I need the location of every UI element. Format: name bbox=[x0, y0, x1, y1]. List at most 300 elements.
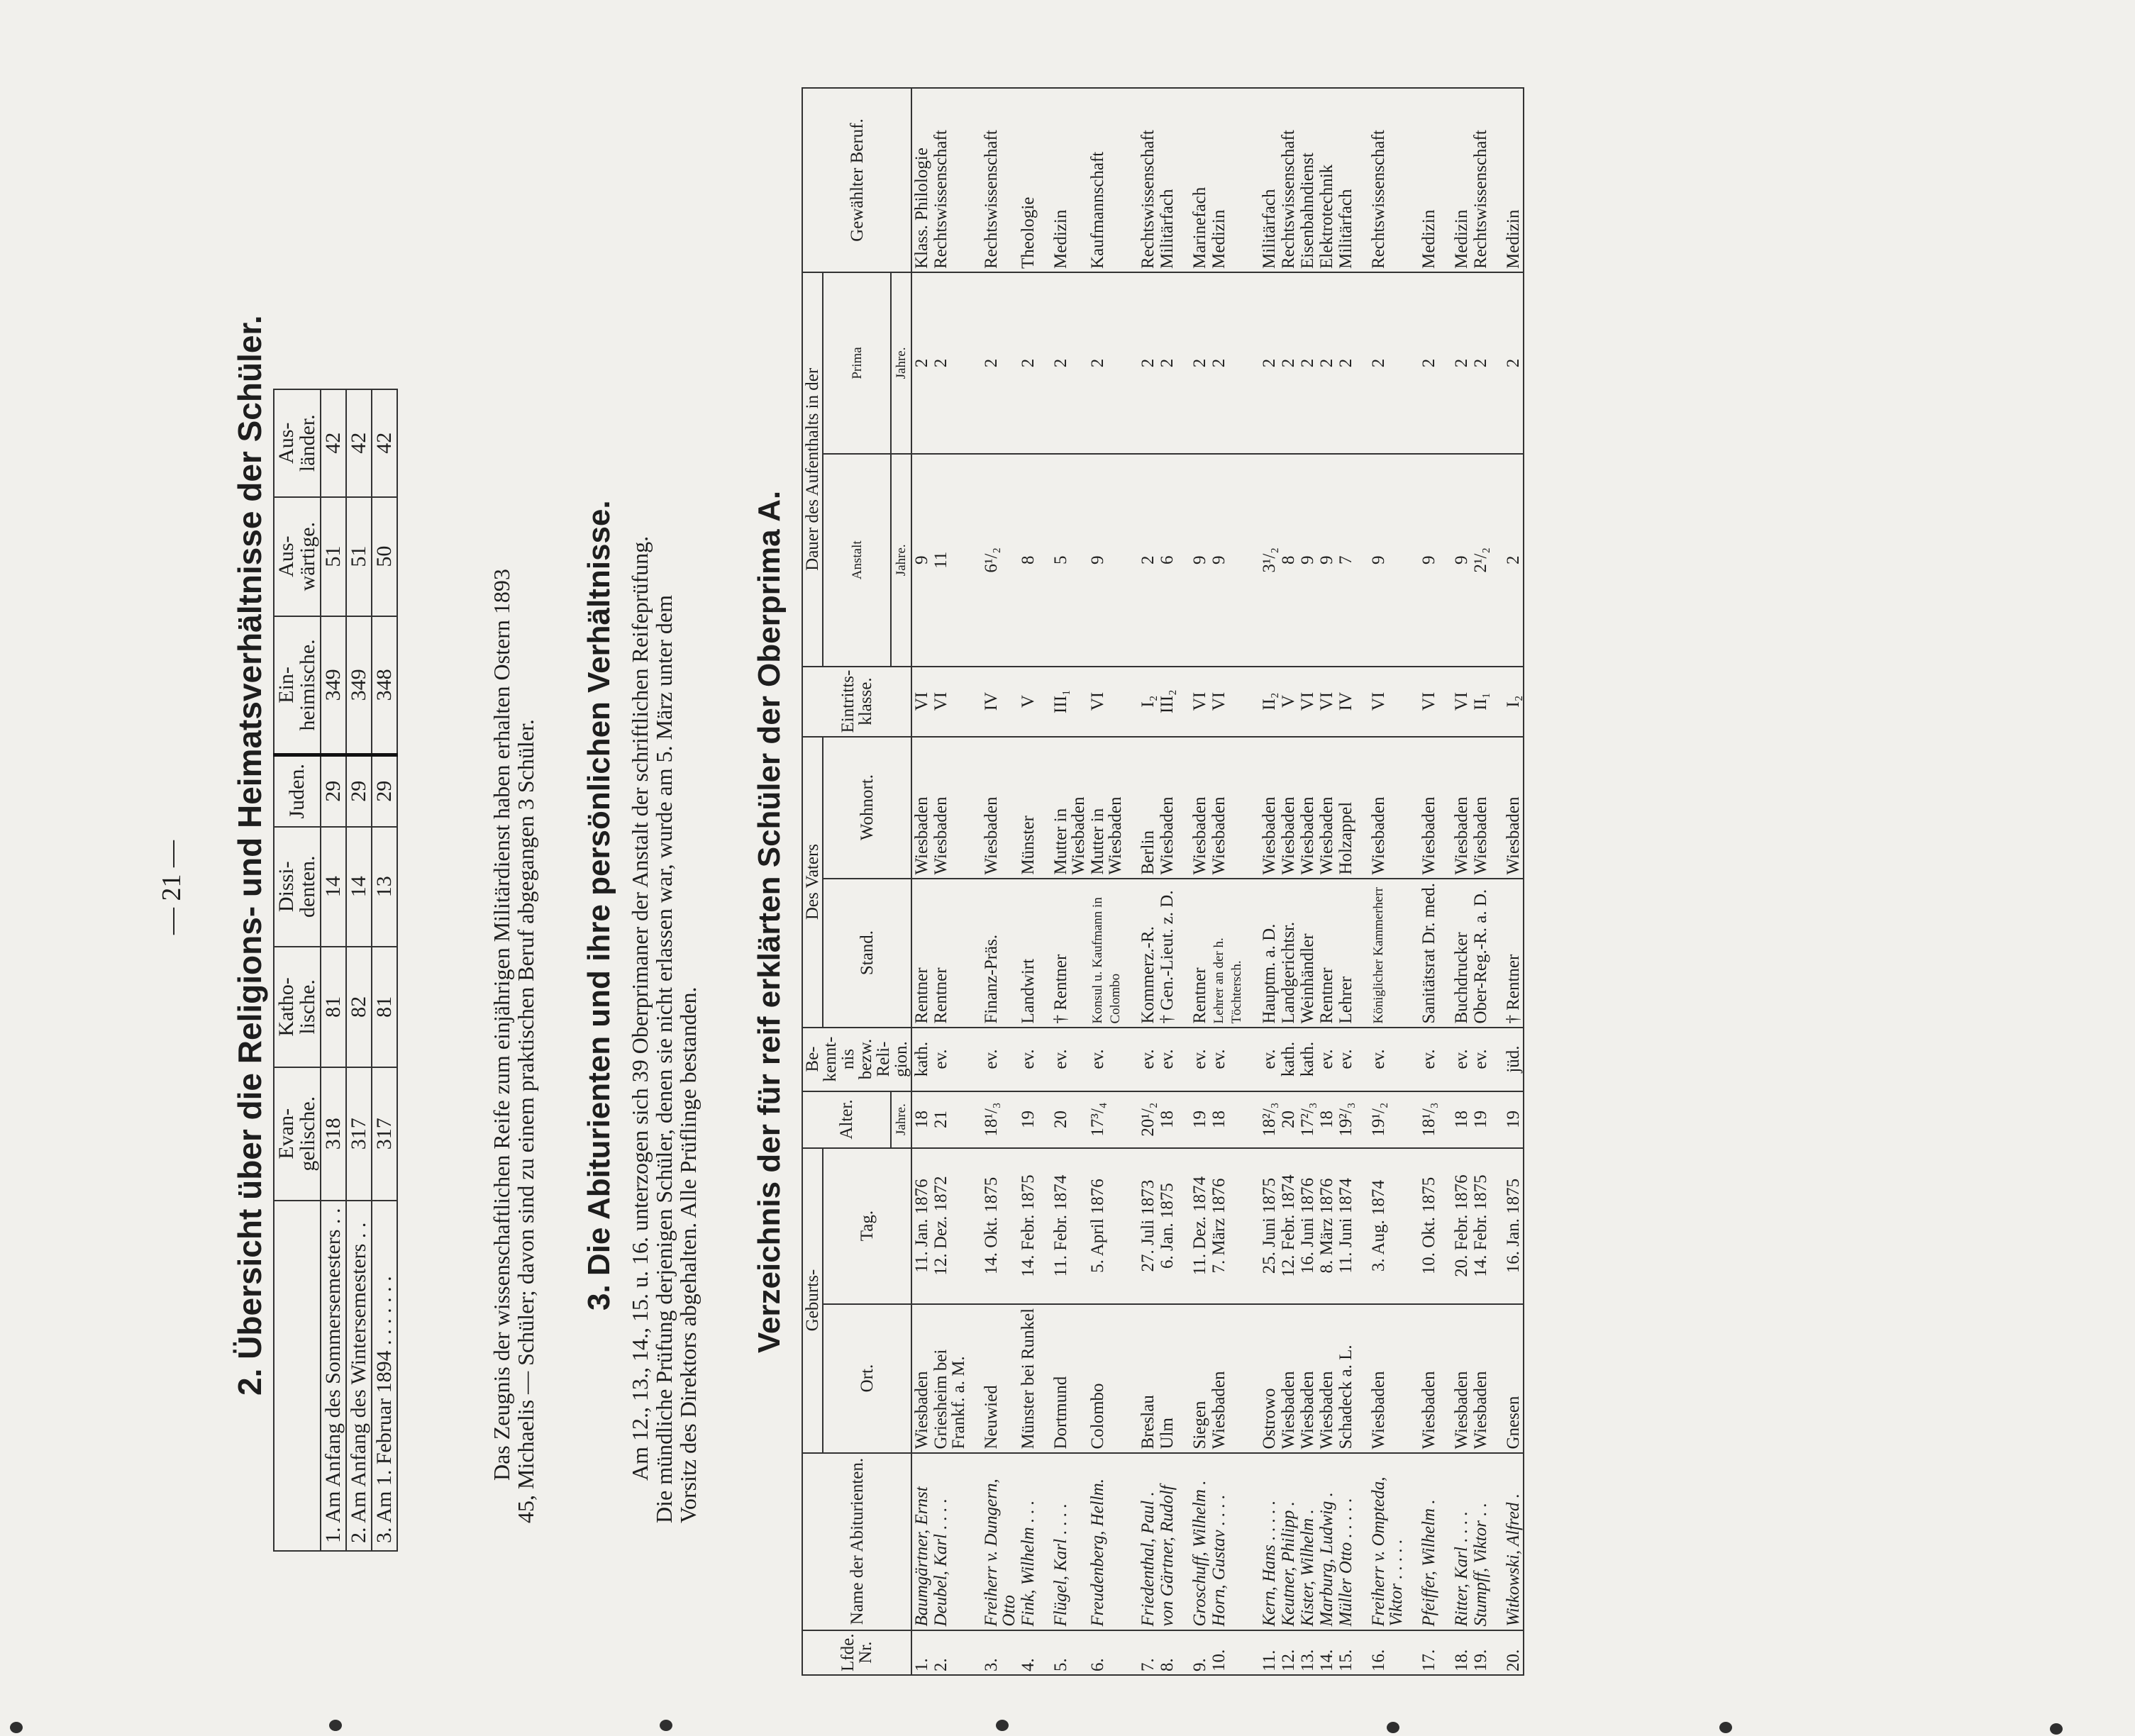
col-auslaender: Aus-länder. bbox=[274, 389, 321, 497]
religion: jüd. bbox=[1490, 1028, 1524, 1091]
student-name: von Gärtner, Rudolf bbox=[1158, 1453, 1177, 1630]
father-residence: Wiesbaden bbox=[1438, 737, 1471, 879]
years-institution: 9 bbox=[1209, 454, 1246, 667]
student-row bbox=[1298, 88, 1317, 1675]
years-prima: 2 bbox=[1298, 272, 1317, 454]
header-alter: Alter. bbox=[802, 1091, 891, 1148]
row-number: 11. bbox=[1246, 1630, 1279, 1675]
religion-cell: 82 bbox=[346, 947, 372, 1067]
chosen-profession: Medizin bbox=[1038, 88, 1088, 272]
birth-date: 11. Jan. 1876 bbox=[911, 1148, 931, 1304]
religion: ev. bbox=[1406, 1028, 1438, 1091]
entry-class: VI bbox=[1317, 667, 1336, 737]
header-alter-jahre: Jahre. bbox=[891, 1091, 911, 1148]
birth-place: Ulm bbox=[1158, 1304, 1177, 1453]
age: 20 bbox=[1038, 1091, 1088, 1148]
years-institution: 6¹/₂ bbox=[968, 454, 1019, 667]
father-residence: Wiesbaden bbox=[1177, 737, 1209, 879]
row-number: 8. bbox=[1158, 1630, 1177, 1675]
religion-table bbox=[273, 389, 398, 1552]
row-number: 4. bbox=[1019, 1630, 1038, 1675]
father-occupation: Kommerz.-R. bbox=[1125, 879, 1158, 1028]
years-institution: 9 bbox=[1355, 454, 1406, 667]
religion-cell: 13 bbox=[372, 827, 397, 947]
header-prima: Prima bbox=[823, 272, 891, 454]
religion-table-corner bbox=[274, 1201, 321, 1551]
father-residence: Wiesbaden bbox=[1490, 737, 1524, 879]
age: 20 bbox=[1279, 1091, 1298, 1148]
chosen-profession: Medizin bbox=[1438, 88, 1471, 272]
religion: ev. bbox=[1246, 1028, 1279, 1091]
entry-class: VI bbox=[1209, 667, 1246, 737]
years-institution: 5 bbox=[1038, 454, 1088, 667]
father-residence: Wiesbaden bbox=[1317, 737, 1336, 879]
years-prima: 2 bbox=[1438, 272, 1471, 454]
entry-class: VI bbox=[931, 667, 968, 737]
chosen-profession: Medizin bbox=[1209, 88, 1246, 272]
chosen-profession: Rechtswissenschaft bbox=[1355, 88, 1406, 272]
religion-cell: 317 bbox=[346, 1067, 372, 1201]
father-occupation: Konsul u. Kaufmann in Colombo bbox=[1088, 879, 1125, 1028]
header-prima-jahre: Jahre. bbox=[891, 272, 911, 454]
years-institution: 9 bbox=[1406, 454, 1438, 667]
years-institution: 6 bbox=[1158, 454, 1177, 667]
years-prima: 2 bbox=[1355, 272, 1406, 454]
abiturienten-table bbox=[802, 87, 1524, 1676]
birth-date: 6. Jan. 1875 bbox=[1158, 1148, 1177, 1304]
header-ort: Ort. bbox=[823, 1304, 911, 1453]
student-row bbox=[1158, 88, 1177, 1675]
binding-hole bbox=[10, 1722, 23, 1733]
age: 19 bbox=[1471, 1091, 1490, 1148]
chosen-profession: Klass. Philologie bbox=[911, 88, 931, 272]
birth-date: 14. Okt. 1875 bbox=[968, 1148, 1019, 1304]
years-institution: 9 bbox=[1317, 454, 1336, 667]
birth-place: Wiesbaden bbox=[1279, 1304, 1298, 1453]
row-number: 3. bbox=[968, 1630, 1019, 1675]
birth-place: Breslau bbox=[1125, 1304, 1158, 1453]
religion: ev. bbox=[1317, 1028, 1336, 1091]
chosen-profession: Eisenbahndienst bbox=[1298, 88, 1317, 272]
student-name: Friedenthal, Paul . bbox=[1125, 1453, 1158, 1630]
years-prima: 2 bbox=[1336, 272, 1355, 454]
entry-class: VI bbox=[1355, 667, 1406, 737]
father-occupation: Rentner bbox=[931, 879, 968, 1028]
birth-date: 25. Juni 1875 bbox=[1246, 1148, 1279, 1304]
father-residence: Wiesbaden bbox=[911, 737, 931, 879]
years-institution: 9 bbox=[911, 454, 931, 667]
row-number: 5. bbox=[1038, 1630, 1088, 1675]
entry-class: IV bbox=[968, 667, 1019, 737]
father-occupation: Landgerichtsr. bbox=[1279, 879, 1298, 1028]
birth-place: Ostrowo bbox=[1246, 1304, 1279, 1453]
entry-class: VI bbox=[1406, 667, 1438, 737]
father-residence: Berlin bbox=[1125, 737, 1158, 879]
entry-class: V bbox=[1019, 667, 1038, 737]
section-2-heading: 2. Übersicht über die Religions- und Heimatsverhältnisse der Schüler. bbox=[231, 315, 268, 1396]
row-number: 1. bbox=[911, 1630, 931, 1675]
age: 18²/₃ bbox=[1246, 1091, 1279, 1148]
col-juden: Juden. bbox=[274, 755, 321, 827]
chosen-profession: Elektrotechnik bbox=[1317, 88, 1336, 272]
religion: ev. bbox=[1158, 1028, 1177, 1091]
religion-row-label: 1. Am Anfang des Sommersemesters . . bbox=[321, 1201, 346, 1551]
religion-cell: 81 bbox=[321, 947, 346, 1067]
entry-class: V bbox=[1279, 667, 1298, 737]
father-occupation: Rentner bbox=[1177, 879, 1209, 1028]
age: 17³/₄ bbox=[1088, 1091, 1125, 1148]
birth-date: 20. Febr. 1876 bbox=[1438, 1148, 1471, 1304]
father-occupation: Hauptm. a. D. bbox=[1246, 879, 1279, 1028]
years-institution: 9 bbox=[1177, 454, 1209, 667]
chosen-profession: Medizin bbox=[1490, 88, 1524, 272]
birth-place: Wiesbaden bbox=[911, 1304, 931, 1453]
entry-class: III₁ bbox=[1038, 667, 1088, 737]
student-row bbox=[1490, 88, 1524, 1675]
row-number: 18. bbox=[1438, 1630, 1471, 1675]
student-name: Baumgärtner, Ernst bbox=[911, 1453, 931, 1630]
father-residence: Wiesbaden bbox=[1209, 737, 1246, 879]
birth-place: Wiesbaden bbox=[1209, 1304, 1246, 1453]
binding-hole bbox=[329, 1720, 342, 1731]
father-occupation: Sanitätsrat Dr. med. bbox=[1406, 879, 1438, 1028]
religion: kath. bbox=[1298, 1028, 1317, 1091]
birth-date: 3. Aug. 1874 bbox=[1355, 1148, 1406, 1304]
student-name: Ritter, Karl . . . . bbox=[1438, 1453, 1471, 1630]
religion-cell: 51 bbox=[346, 497, 372, 616]
years-prima: 2 bbox=[1279, 272, 1298, 454]
student-row bbox=[1209, 88, 1246, 1675]
student-row bbox=[1038, 88, 1088, 1675]
father-occupation: Landwirt bbox=[1019, 879, 1038, 1028]
student-name: Fink, Wilhelm . . . bbox=[1019, 1453, 1038, 1630]
birth-date: 5. April 1876 bbox=[1088, 1148, 1125, 1304]
exam-paragraph bbox=[628, 536, 700, 1523]
father-occupation: Rentner bbox=[1317, 879, 1336, 1028]
years-institution: 8 bbox=[1019, 454, 1038, 667]
religion-row bbox=[346, 389, 372, 1551]
entry-class: VI bbox=[1298, 667, 1317, 737]
father-residence: Wiesbaden bbox=[931, 737, 968, 879]
chosen-profession: Rechtswissenschaft bbox=[1279, 88, 1298, 272]
chosen-profession: Rechtswissenschaft bbox=[1125, 88, 1158, 272]
student-name: Kern, Hans . . . . . bbox=[1246, 1453, 1279, 1630]
student-name: Marburg, Ludwig . bbox=[1317, 1453, 1336, 1630]
father-occupation: Rentner bbox=[911, 879, 931, 1028]
religion-cell: 349 bbox=[321, 616, 346, 755]
note-line: 45, Michaelis — Schüler; davon sind zu einem praktischen Beruf abgegangen 3 Schüler. bbox=[513, 719, 538, 1523]
row-number: 7. bbox=[1125, 1630, 1158, 1675]
age: 18 bbox=[1158, 1091, 1177, 1148]
religion-row-label: 3. Am 1. Februar 1894 . . . . . . . bbox=[372, 1201, 397, 1551]
student-row bbox=[1177, 88, 1209, 1675]
student-row bbox=[911, 88, 931, 1675]
header-tag: Tag. bbox=[823, 1148, 911, 1304]
entry-class: VI bbox=[1088, 667, 1125, 737]
entry-class: IV bbox=[1336, 667, 1355, 737]
years-prima: 2 bbox=[1246, 272, 1279, 454]
father-residence: Holzappel bbox=[1336, 737, 1355, 879]
entry-class: II₂ bbox=[1246, 667, 1279, 737]
birth-date: 7. März 1876 bbox=[1209, 1148, 1246, 1304]
father-occupation: Ober-Reg.-R. a. D. bbox=[1471, 879, 1490, 1028]
religion-cell: 14 bbox=[321, 827, 346, 947]
col-dissidenten: Dissi-denten. bbox=[274, 827, 321, 947]
text-line: Am 12., 13., 14., 15. u. 16. unterzogen sich 39 Oberprimaner der Anstalt der schriftlichen Reifeprüfung. bbox=[627, 535, 653, 1481]
student-name: Kister, Wilhelm . bbox=[1298, 1453, 1317, 1630]
header-beruf: Gewählter Beruf. bbox=[802, 88, 911, 272]
student-row bbox=[1088, 88, 1125, 1675]
religion: ev. bbox=[1088, 1028, 1125, 1091]
religion-row-label: 2. Am Anfang des Wintersemesters . . bbox=[346, 1201, 372, 1551]
chosen-profession: Militärfach bbox=[1158, 88, 1177, 272]
religion: ev. bbox=[1471, 1028, 1490, 1091]
birth-place: Schadeck a. L. bbox=[1336, 1304, 1355, 1453]
binding-hole bbox=[996, 1720, 1009, 1731]
birth-date: 16. Juni 1876 bbox=[1298, 1148, 1317, 1304]
military-note bbox=[489, 569, 538, 1523]
student-name: Müller Otto . . . . . bbox=[1336, 1453, 1355, 1630]
birth-date: 8. März 1876 bbox=[1317, 1148, 1336, 1304]
years-institution: 11 bbox=[931, 454, 968, 667]
student-name: Freiherr v. Dungern, Otto bbox=[968, 1453, 1019, 1630]
religion-cell: 14 bbox=[346, 827, 372, 947]
binding-hole bbox=[1719, 1722, 1732, 1733]
entry-class: I₂ bbox=[1125, 667, 1158, 737]
row-number: 14. bbox=[1317, 1630, 1336, 1675]
birth-place: Griesheim bei Frankf. a. M. bbox=[931, 1304, 968, 1453]
birth-place: Neuwied bbox=[968, 1304, 1019, 1453]
father-occupation: † Rentner bbox=[1038, 879, 1088, 1028]
birth-date: 10. Okt. 1875 bbox=[1406, 1148, 1438, 1304]
chosen-profession: Kaufmannschaft bbox=[1088, 88, 1125, 272]
student-name: Keutner, Philipp . bbox=[1279, 1453, 1298, 1630]
birth-date: 12. Febr. 1874 bbox=[1279, 1148, 1298, 1304]
header-geburts: Geburts- bbox=[802, 1148, 823, 1453]
binding-hole bbox=[660, 1720, 672, 1731]
birth-date: 11. Dez. 1874 bbox=[1177, 1148, 1209, 1304]
header-anstalt: Anstalt bbox=[823, 454, 891, 667]
years-institution: 2 bbox=[1125, 454, 1158, 667]
father-residence: Wiesbaden bbox=[1279, 737, 1298, 879]
years-prima: 2 bbox=[1088, 272, 1125, 454]
age: 21 bbox=[931, 1091, 968, 1148]
years-institution: 3¹/₂ bbox=[1246, 454, 1279, 667]
years-prima: 2 bbox=[1406, 272, 1438, 454]
header-eintrittsklasse: Eintritts-klasse. bbox=[802, 667, 911, 737]
religion: ev. bbox=[1355, 1028, 1406, 1091]
student-row bbox=[1406, 88, 1438, 1675]
years-prima: 2 bbox=[931, 272, 968, 454]
student-row bbox=[1438, 88, 1471, 1675]
col-evangelische: Evan-gelische. bbox=[274, 1067, 321, 1201]
row-number: 17. bbox=[1406, 1630, 1438, 1675]
row-number: 16. bbox=[1355, 1630, 1406, 1675]
row-number: 20. bbox=[1490, 1630, 1524, 1675]
col-katholische: Katho-lische. bbox=[274, 947, 321, 1067]
father-occupation: Finanz-Präs. bbox=[968, 879, 1019, 1028]
father-occupation: Lehrer bbox=[1336, 879, 1355, 1028]
years-prima: 2 bbox=[1038, 272, 1088, 454]
years-prima: 2 bbox=[1158, 272, 1177, 454]
years-prima: 2 bbox=[1490, 272, 1524, 454]
header-name: Name der Abiturienten. bbox=[802, 1453, 911, 1630]
student-name: Flügel, Karl . . . . bbox=[1038, 1453, 1088, 1630]
religion: kath. bbox=[911, 1028, 931, 1091]
student-name: Freudenberg, Hellm. bbox=[1088, 1453, 1125, 1630]
header-lfde-nr: Lfde. Nr. bbox=[802, 1630, 911, 1675]
father-residence: Münster bbox=[1019, 737, 1038, 879]
header-vater: Des Vaters bbox=[802, 737, 823, 1028]
student-row bbox=[1336, 88, 1355, 1675]
father-occupation: Weinhändler bbox=[1298, 879, 1317, 1028]
birth-place: Dortmund bbox=[1038, 1304, 1088, 1453]
row-number: 13. bbox=[1298, 1630, 1317, 1675]
student-row bbox=[1279, 88, 1298, 1675]
religion: ev. bbox=[1209, 1028, 1246, 1091]
father-occupation: † Gen.-Lieut. z. D. bbox=[1158, 879, 1177, 1028]
birth-place: Wiesbaden bbox=[1406, 1304, 1438, 1453]
text-line: Die mündliche Prüfung derjenigen Schüler, denen sie nicht erlassen war, wurde am 5. März unter dem bbox=[651, 594, 677, 1523]
student-row bbox=[1471, 88, 1490, 1675]
header-wohnort: Wohnort. bbox=[823, 737, 911, 879]
father-residence: Wiesbaden bbox=[1298, 737, 1317, 879]
chosen-profession: Militärfach bbox=[1336, 88, 1355, 272]
birth-date: 14. Febr. 1875 bbox=[1471, 1148, 1490, 1304]
father-residence: Mutter in Wiesbaden bbox=[1038, 737, 1088, 879]
father-residence: Wiesbaden bbox=[1158, 737, 1177, 879]
birth-date: 11. Juni 1874 bbox=[1336, 1148, 1355, 1304]
header-dauer: Dauer des Aufenthalts in der bbox=[802, 272, 823, 667]
entry-class: I₂ bbox=[1490, 667, 1524, 737]
age: 18¹/₃ bbox=[1406, 1091, 1438, 1148]
row-number: 2. bbox=[931, 1630, 968, 1675]
student-row bbox=[968, 88, 1019, 1675]
row-number: 19. bbox=[1471, 1630, 1490, 1675]
father-residence: Mutter in Wiesbaden bbox=[1088, 737, 1125, 879]
chosen-profession: Rechtswissenschaft bbox=[1471, 88, 1490, 272]
father-occupation: Buchdrucker bbox=[1438, 879, 1471, 1028]
years-prima: 2 bbox=[1471, 272, 1490, 454]
age: 19 bbox=[1490, 1091, 1524, 1148]
years-prima: 2 bbox=[968, 272, 1019, 454]
years-prima: 2 bbox=[1177, 272, 1209, 454]
binding-hole bbox=[1387, 1722, 1399, 1733]
binding-hole bbox=[2050, 1723, 2063, 1735]
religion-cell: 50 bbox=[372, 497, 397, 616]
student-row bbox=[1019, 88, 1038, 1675]
father-residence: Wiesbaden bbox=[968, 737, 1019, 879]
years-institution: 2 bbox=[1490, 454, 1524, 667]
student-row bbox=[1246, 88, 1279, 1675]
birth-place: Siegen bbox=[1177, 1304, 1209, 1453]
father-occupation: Lehrer an der h. Töchtersch. bbox=[1209, 879, 1246, 1028]
birth-place: Wiesbaden bbox=[1317, 1304, 1336, 1453]
student-name: Deubel, Karl . . . . bbox=[931, 1453, 968, 1630]
father-residence: Wiesbaden bbox=[1471, 737, 1490, 879]
religion-cell: 29 bbox=[346, 755, 372, 827]
student-name: Groschuff, Wilhelm . bbox=[1177, 1453, 1209, 1630]
section-3-heading: 3. Die Abiturienten und ihre persönlichen Verhältnisse. bbox=[582, 500, 616, 1311]
chosen-profession: Theologie bbox=[1019, 88, 1038, 272]
religion-cell: 318 bbox=[321, 1067, 346, 1201]
religion-cell: 349 bbox=[346, 616, 372, 755]
years-prima: 2 bbox=[1317, 272, 1336, 454]
note-line: Das Zeugnis der wissenschaftlichen Reife zum einjährigen Militärdienst haben erhalten Ostern 1893 bbox=[489, 569, 514, 1481]
col-auswaertige: Aus-wärtige. bbox=[274, 497, 321, 616]
birth-date: 12. Dez. 1872 bbox=[931, 1148, 968, 1304]
row-number: 10. bbox=[1209, 1630, 1246, 1675]
page-number: — 21 — bbox=[157, 840, 187, 935]
header-stand: Stand. bbox=[823, 879, 911, 1028]
student-name: Freiherr v. Ompteda, Viktor . . . . . bbox=[1355, 1453, 1406, 1630]
religion-row bbox=[372, 389, 397, 1551]
age: 19¹/₂ bbox=[1355, 1091, 1406, 1148]
religion-cell: 29 bbox=[372, 755, 397, 827]
list-heading: Verzeichnis der für reif erklärten Schüler der Oberprima A. bbox=[752, 490, 787, 1353]
birth-date: 16. Jan. 1875 bbox=[1490, 1148, 1524, 1304]
birth-place: Wiesbaden bbox=[1355, 1304, 1406, 1453]
birth-place: Gnesen bbox=[1490, 1304, 1524, 1453]
years-prima: 2 bbox=[1125, 272, 1158, 454]
text-line: Vorsitz des Direktors abgehalten. Alle Prüflinge bestanden. bbox=[675, 986, 701, 1523]
age: 19 bbox=[1019, 1091, 1038, 1148]
years-institution: 8 bbox=[1279, 454, 1298, 667]
age: 20¹/₂ bbox=[1125, 1091, 1158, 1148]
student-name: Stumpff, Viktor . . bbox=[1471, 1453, 1490, 1630]
entry-class: VI bbox=[911, 667, 931, 737]
religion: ev. bbox=[968, 1028, 1019, 1091]
father-occupation: † Rentner bbox=[1490, 879, 1524, 1028]
religion-cell: 81 bbox=[372, 947, 397, 1067]
religion: ev. bbox=[1038, 1028, 1088, 1091]
row-number: 15. bbox=[1336, 1630, 1355, 1675]
father-residence: Wiesbaden bbox=[1246, 737, 1279, 879]
religion: ev. bbox=[1019, 1028, 1038, 1091]
years-prima: 2 bbox=[1209, 272, 1246, 454]
col-einheimische: Ein-heimische. bbox=[274, 616, 321, 755]
chosen-profession: Rechtswissenschaft bbox=[931, 88, 968, 272]
father-residence: Wiesbaden bbox=[1355, 737, 1406, 879]
birth-date: 27. Juli 1873 bbox=[1125, 1148, 1158, 1304]
student-row bbox=[1125, 88, 1158, 1675]
entry-class: II₁ bbox=[1471, 667, 1490, 737]
birth-date: 14. Febr. 1875 bbox=[1019, 1148, 1038, 1304]
student-name: Pfeiffer, Wilhelm . bbox=[1406, 1453, 1438, 1630]
religion-cell: 42 bbox=[346, 389, 372, 497]
student-name: Witkowski, Alfred . bbox=[1490, 1453, 1524, 1630]
religion-cell: 42 bbox=[372, 389, 397, 497]
religion: ev. bbox=[1336, 1028, 1355, 1091]
header-bekenntnis: Be-kennt-nis bezw. Reli-gion. bbox=[802, 1028, 911, 1091]
years-prima: 2 bbox=[1019, 272, 1038, 454]
religion-cell: 29 bbox=[321, 755, 346, 827]
years-institution: 9 bbox=[1298, 454, 1317, 667]
religion: kath. bbox=[1279, 1028, 1298, 1091]
entry-class: VI bbox=[1177, 667, 1209, 737]
row-number: 9. bbox=[1177, 1630, 1209, 1675]
religion-cell: 51 bbox=[321, 497, 346, 616]
entry-class: III₂ bbox=[1158, 667, 1177, 737]
birth-place: Colombo bbox=[1088, 1304, 1125, 1453]
row-number: 6. bbox=[1088, 1630, 1125, 1675]
years-institution: 9 bbox=[1088, 454, 1125, 667]
student-row bbox=[1355, 88, 1406, 1675]
birth-date: 11. Febr. 1874 bbox=[1038, 1148, 1088, 1304]
religion: ev. bbox=[1438, 1028, 1471, 1091]
chosen-profession: Militärfach bbox=[1246, 88, 1279, 272]
age: 19²/₃ bbox=[1336, 1091, 1355, 1148]
